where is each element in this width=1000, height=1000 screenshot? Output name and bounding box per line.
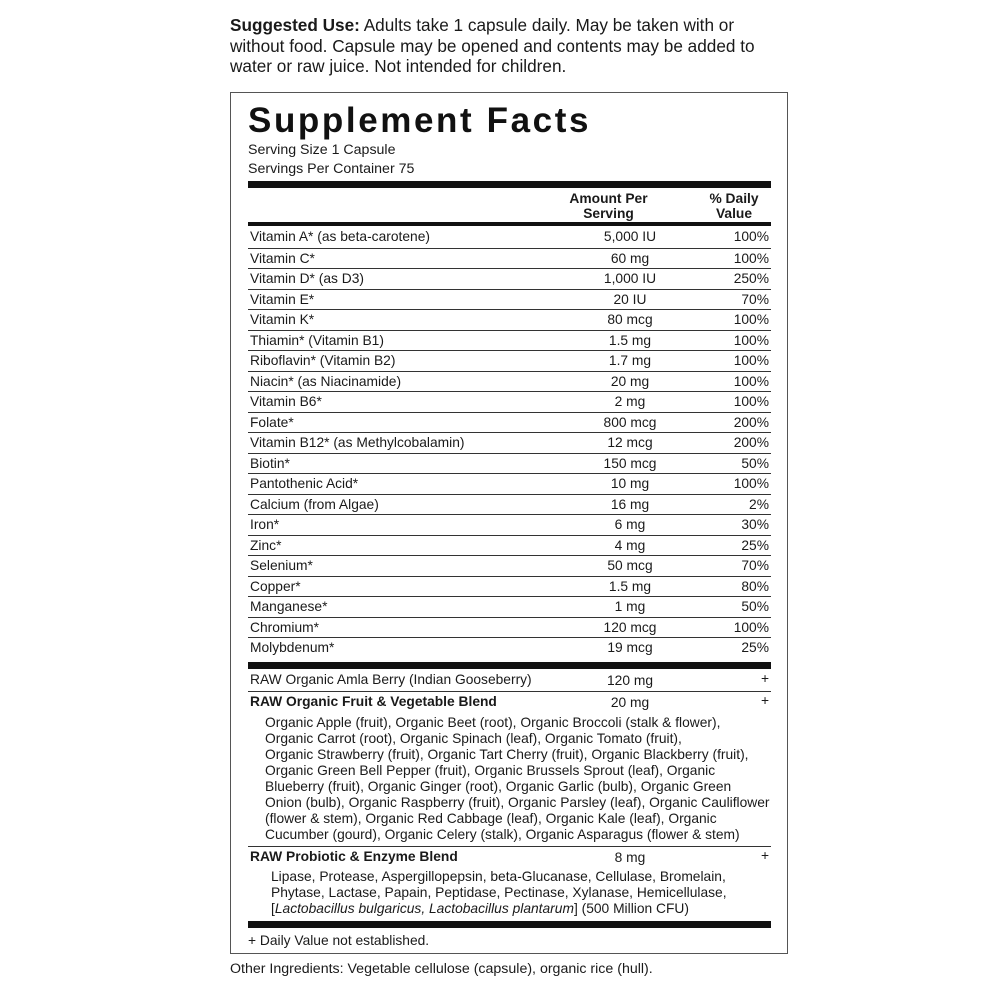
- probiotic-blend-dv: +: [760, 848, 769, 863]
- nutrient-row: [248, 391, 771, 412]
- nutrient-row: [248, 432, 771, 453]
- nutrient-daily-value: 200%: [733, 414, 769, 430]
- probiotic-line: [271, 901, 727, 917]
- nutrient-row: [248, 248, 771, 269]
- nutrient-row: [248, 289, 771, 310]
- nutrient-name: Niacin* (as Niacinamide): [250, 373, 402, 389]
- suggested-use-label: Suggested Use:: [230, 15, 360, 35]
- nutrient-amount: 1.5 mg: [608, 332, 652, 348]
- nutrient-name: Vitamin A* (as beta-carotene): [250, 229, 430, 244]
- nutrient-daily-value: 25%: [741, 537, 769, 553]
- fruit-blend-line: Organic Green Bell Pepper (fruit), Organic Brussels Sprout (leaf), Organic: [265, 763, 716, 778]
- nutrient-amount: 1.7 mg: [608, 353, 652, 368]
- fruit-blend-row: [248, 693, 771, 712]
- nutrient-amount: 19 mcg: [607, 640, 653, 655]
- amla-dv: +: [760, 671, 769, 686]
- nutrient-amount: 150 mcg: [603, 455, 657, 471]
- nutrient-amount: 80 mcg: [607, 312, 653, 327]
- nutrient-amount: 1,000 IU: [603, 271, 657, 286]
- nutrient-amount: 4 mg: [614, 537, 646, 553]
- fruit-blend-line: Onion (bulb), Organic Raspberry (fruit), Organic Parsley (leaf), Organic Cauliflower: [265, 795, 770, 810]
- nutrient-amount: 12 mcg: [607, 435, 653, 450]
- probiotic-blend-name: RAW Probiotic & Enzyme Blend: [250, 849, 458, 864]
- nutrient-daily-value: 100%: [733, 312, 769, 327]
- fruit-blend-name: RAW Organic Fruit & Vegetable Blend: [250, 694, 497, 709]
- fruit-blend-line: Organic Strawberry (fruit), Organic Tart Cherry (fruit), Organic Blackberry (fruit),: [265, 747, 749, 762]
- bracket-open: [: [271, 901, 275, 916]
- nutrient-daily-value: 200%: [733, 435, 769, 450]
- nutrient-daily-value: 100%: [733, 353, 769, 368]
- nutrient-daily-value: 100%: [733, 250, 769, 266]
- nutrient-daily-value: 30%: [741, 517, 769, 532]
- nutrient-daily-value: 80%: [741, 578, 769, 594]
- nutrient-name: Calcium (from Algae): [250, 496, 379, 512]
- nutrient-daily-value: 100%: [733, 619, 769, 635]
- nutrient-amount: 50 mcg: [607, 558, 653, 573]
- nutrient-row: [248, 473, 771, 494]
- nutrient-name: Thiamin* (Vitamin B1): [250, 332, 384, 348]
- probiotic-strains: Lactobacillus bulgaricus, Lactobacillus plantarum: [274, 901, 574, 916]
- nutrient-daily-value: 25%: [741, 640, 769, 655]
- nutrient-row: [248, 453, 771, 474]
- column-header-daily-value: % Daily Value: [709, 191, 759, 221]
- nutrient-row: [248, 494, 771, 515]
- panel-title: Supplement Facts: [248, 101, 592, 140]
- nutrient-daily-value: 100%: [733, 373, 769, 389]
- nutrient-amount: 16 mg: [610, 496, 650, 512]
- thick-divider-bottom: [248, 921, 771, 928]
- nutrient-row: [248, 637, 771, 658]
- nutrient-name: Zinc*: [250, 537, 282, 553]
- probiotic-blend-ingredients: [271, 869, 727, 917]
- nutrient-table: [248, 227, 771, 658]
- fruit-blend-line: Blueberry (fruit), Organic Ginger (root), Organic Garlic (bulb), Organic Green: [265, 779, 732, 794]
- fruit-blend-amount: 20 mg: [610, 695, 650, 710]
- suggested-use-text: Adults take 1 capsule daily. May be taken with or without food. Capsule may be opened and contents may be added to water or raw juice. Not intended for children.: [230, 15, 755, 76]
- nutrient-amount: 20 IU: [613, 291, 647, 307]
- nutrient-name: Vitamin D* (as D3): [250, 271, 364, 286]
- nutrient-name: Biotin*: [250, 455, 290, 471]
- row-divider: [248, 691, 771, 692]
- nutrient-daily-value: 50%: [741, 455, 769, 471]
- fruit-blend-ingredients: [265, 715, 770, 843]
- nutrient-daily-value: 2%: [749, 496, 769, 512]
- nutrient-amount: 60 mg: [610, 250, 650, 266]
- cfu-count: ] (500 Million CFU): [573, 901, 689, 916]
- row-divider: [248, 846, 771, 847]
- nutrient-name: Manganese*: [250, 599, 328, 614]
- column-header-amount: Amount Per Serving: [569, 191, 648, 221]
- nutrient-daily-value: 70%: [741, 291, 769, 307]
- nutrient-name: Selenium*: [250, 558, 313, 573]
- nutrient-row: [248, 576, 771, 597]
- nutrient-amount: 1.5 mg: [608, 578, 652, 594]
- fruit-blend-line: (flower & stem), Organic Red Cabbage (leaf), Organic Kale (leaf), Organic: [265, 811, 717, 826]
- nutrient-name: Vitamin C*: [250, 250, 315, 266]
- nutrient-amount: 5,000 IU: [603, 229, 657, 244]
- nutrient-row: [248, 371, 771, 392]
- nutrient-row: [248, 227, 771, 248]
- nutrient-row: [248, 268, 771, 289]
- nutrient-row: [248, 330, 771, 351]
- nutrient-daily-value: 100%: [733, 229, 769, 244]
- nutrient-daily-value: 100%: [733, 476, 769, 491]
- supplement-facts-panel: [230, 92, 788, 954]
- nutrient-amount: 6 mg: [614, 517, 646, 532]
- probiotic-line: Lipase, Protease, Aspergillopepsin, beta-Glucanase, Cellulase, Bromelain,: [271, 869, 726, 884]
- fruit-blend-line: Cucumber (gourd), Organic Celery (stalk), Organic Asparagus (flower & stem): [265, 827, 740, 842]
- medium-divider: [248, 222, 771, 226]
- other-ingredients: Other Ingredients: Vegetable cellulose (capsule), organic rice (hull).: [230, 961, 653, 977]
- nutrient-amount: 120 mcg: [603, 619, 657, 635]
- nutrient-name: Copper*: [250, 578, 301, 594]
- nutrient-daily-value: 100%: [733, 394, 769, 409]
- nutrient-row: [248, 555, 771, 576]
- probiotic-blend-row: [248, 848, 771, 867]
- fruit-blend-line: Organic Apple (fruit), Organic Beet (root), Organic Broccoli (stalk & flower),: [265, 715, 721, 730]
- nutrient-amount: 800 mcg: [603, 414, 657, 430]
- thick-divider-top: [248, 181, 771, 188]
- nutrient-name: Vitamin B12* (as Methylcobalamin): [250, 435, 465, 450]
- nutrient-amount: 2 mg: [614, 394, 646, 409]
- footnote: + Daily Value not established.: [248, 933, 430, 948]
- suggested-use: [230, 15, 790, 77]
- nutrient-row: [248, 350, 771, 371]
- fruit-blend-line: Organic Carrot (root), Organic Spinach (leaf), Organic Tomato (fruit),: [265, 731, 682, 746]
- amla-name: RAW Organic Amla Berry (Indian Gooseberry): [250, 672, 532, 687]
- probiotic-blend-amount: 8 mg: [614, 850, 646, 865]
- nutrient-row: [248, 514, 771, 535]
- nutrient-name: Riboflavin* (Vitamin B2): [250, 353, 396, 368]
- nutrient-daily-value: 250%: [733, 271, 769, 286]
- nutrient-name: Vitamin E*: [250, 291, 315, 307]
- servings-per-container: Servings Per Container 75: [248, 161, 415, 177]
- nutrient-row: [248, 617, 771, 638]
- amla-row: [248, 671, 771, 690]
- probiotic-line: Phytase, Lactase, Papain, Peptidase, Pectinase, Xylanase, Hemicellulase,: [271, 885, 727, 900]
- nutrient-row: [248, 412, 771, 433]
- nutrient-name: Vitamin K*: [250, 312, 315, 327]
- nutrient-row: [248, 309, 771, 330]
- nutrient-amount: 20 mg: [610, 373, 650, 389]
- amla-amount: 120 mg: [606, 673, 654, 688]
- nutrient-name: Vitamin B6*: [250, 394, 322, 409]
- nutrient-daily-value: 100%: [733, 332, 769, 348]
- serving-size: Serving Size 1 Capsule: [248, 142, 396, 158]
- nutrient-daily-value: 70%: [741, 558, 769, 573]
- nutrient-name: Chromium*: [250, 619, 319, 635]
- fruit-blend-dv: +: [760, 693, 769, 708]
- nutrient-name: Folate*: [250, 414, 294, 430]
- nutrient-amount: 10 mg: [610, 476, 650, 491]
- nutrient-row: [248, 596, 771, 617]
- nutrient-row: [248, 535, 771, 556]
- nutrient-name: Pantothenic Acid*: [250, 476, 359, 491]
- nutrient-amount: 1 mg: [614, 599, 646, 614]
- nutrient-daily-value: 50%: [741, 599, 769, 614]
- thick-divider-middle: [248, 662, 771, 669]
- nutrient-name: Molybdenum*: [250, 640, 335, 655]
- nutrient-name: Iron*: [250, 517, 280, 532]
